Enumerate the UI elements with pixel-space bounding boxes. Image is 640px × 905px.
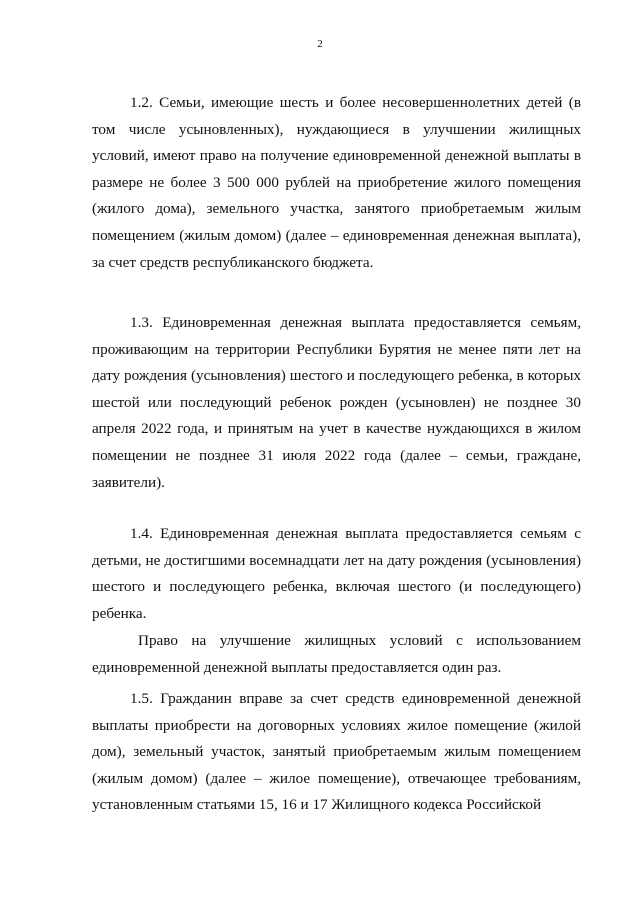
paragraph-1-3: 1.3. Единовременная денежная выплата предоставляется семьям, проживающим на территории Республики Бурятия не менее пяти лет на дату рождения (усыновления) шестого и последующего ребенка, в которых шестой или последующий ребенок рожден (усыновлен) не позднее 30 апреля 2022 года, и принятым на учет в качестве нуждающихся в жилом помещении не позднее 31 июля 2022 года (далее – семьи, граждане, заявители). (92, 314, 581, 491)
paragraph-1-4-right-once: Право на улучшение жилищных условий с использованием единовременной денежной выплаты предоставляется один раз. (92, 632, 581, 676)
page-number: 2 (317, 38, 323, 50)
paragraph-1-2: 1.2. Семьи, имеющие шесть и более несовершеннолетних детей (в том числе усыновленных), нуждающиеся в улучшении жилищных условий, имеют право на получение единовременной денежной выплаты в размере не более 3 500 000 рублей на приобретение жилого помещения (жилого дома), земельного участка, занятого приобретаемым жилым помещением (жилым домом) (далее – единовременная денежная выплата), за счет средств республиканского бюджета. (92, 94, 581, 271)
paragraph-1-5: 1.5. Гражданин вправе за счет средств единовременной денежной выплаты приобрести на договорных условиях жилое помещение (жилой дом), земельный участок, занятый приобретаемым жилым помещением (жилым домом) (далее – жилое помещение), отвечающее требованиям, установленным статьями 15, 16 и 17 Жилищного кодекса Российской (92, 690, 581, 814)
paragraph-1-4: 1.4. Единовременная денежная выплата предоставляется семьям с детьми, не достигшими восемнадцати лет на дату рождения (усыновления) шестого и последующего ребенка, включая шестого (и последующего) ребенка. (92, 525, 581, 622)
